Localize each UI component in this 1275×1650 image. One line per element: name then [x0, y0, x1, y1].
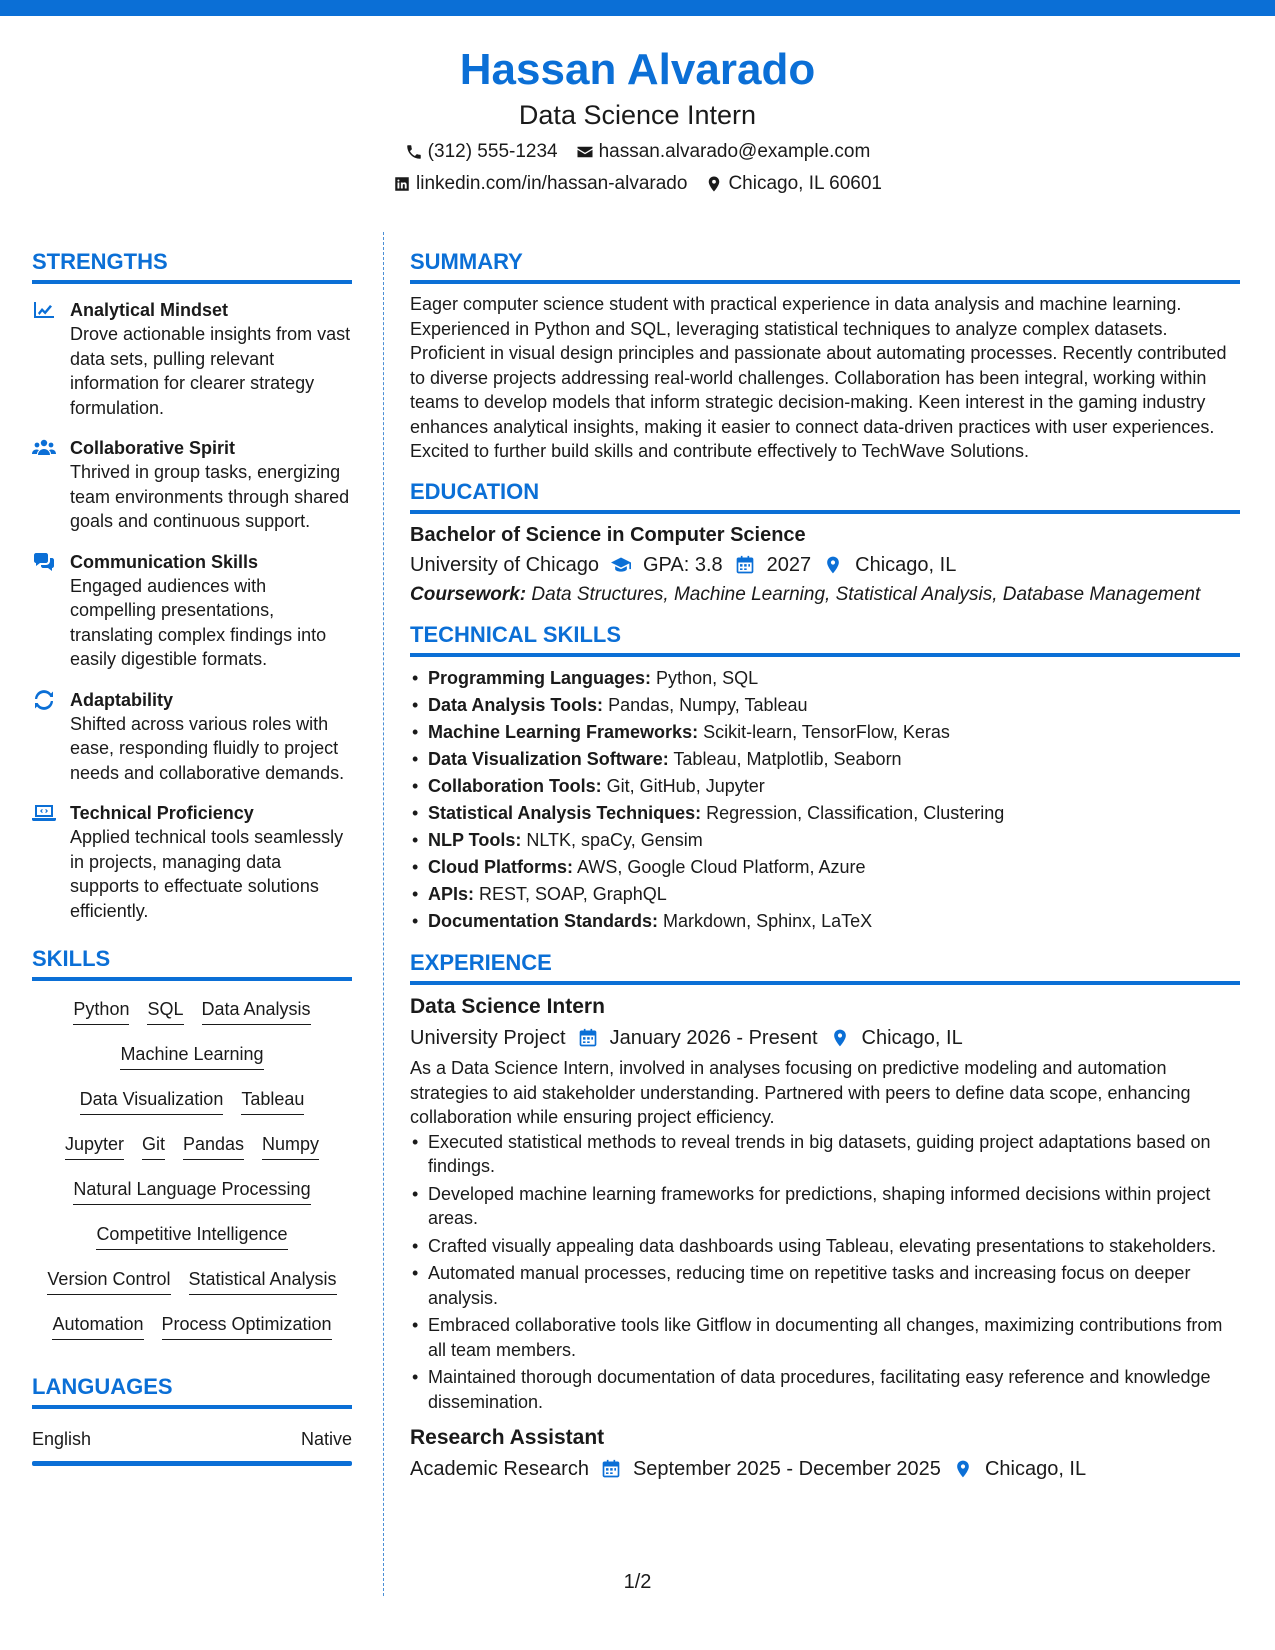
skill-tag: Competitive Intelligence: [96, 1222, 287, 1250]
technical-skill-value: AWS, Google Cloud Platform, Azure: [577, 857, 866, 877]
degree-title: Bachelor of Science in Computer Science: [410, 523, 806, 546]
technical-skill-item: [410, 746, 1240, 773]
skills-row: [32, 1175, 352, 1220]
skills-row: [32, 1085, 352, 1130]
phone-contact: [405, 140, 558, 164]
job-meta: [410, 1455, 1240, 1483]
candidate-role: Data Science Intern: [518, 100, 757, 130]
contact-row-2: [0, 172, 1275, 196]
job-bullet: • Embraced collaborative tools like Gitflow in documenting all changes, maximizing contributions from all team members.: [410, 1313, 1240, 1362]
graduation-year: 2027: [766, 553, 812, 576]
job-location: Chicago, IL: [861, 1027, 963, 1049]
candidate-name: Hassan Alvarado: [459, 45, 816, 94]
job-dates: September 2025 - December 2025: [632, 1458, 941, 1480]
technical-skill-label: NLP Tools:: [428, 830, 522, 850]
technical-skill-item: [410, 719, 1240, 746]
strength-item: [32, 688, 352, 786]
skills-row: [32, 1040, 352, 1085]
education-heading: EDUCATION: [410, 478, 1240, 514]
contact-row-1: [0, 140, 1275, 164]
skill-tag: Version Control: [47, 1267, 170, 1295]
job-dates: January 2026 - Present: [609, 1027, 818, 1049]
job-org: University Project: [410, 1027, 566, 1049]
email-contact: [576, 140, 871, 164]
strength-title: Adaptability: [70, 689, 174, 710]
job-location: Chicago, IL: [984, 1458, 1087, 1480]
sync-icon: [32, 690, 56, 710]
strength-item: [32, 436, 352, 534]
technical-skill-label: Collaboration Tools:: [428, 776, 602, 796]
skill-tag: Data Visualization: [80, 1087, 224, 1115]
language-proficiency-bar: [32, 1461, 352, 1466]
skill-tag: Git: [142, 1132, 165, 1160]
technical-skill-label: Documentation Standards:: [428, 911, 659, 931]
map-marker-icon: [830, 1028, 850, 1048]
language-name: English: [32, 1429, 92, 1449]
technical-skill-item: [410, 800, 1240, 827]
resume-header: [0, 42, 1275, 196]
language-level: Native: [300, 1429, 352, 1449]
language-item: [32, 1427, 352, 1451]
coursework-text: Data Structures, Machine Learning, Statistical Analysis, Database Management: [531, 583, 1201, 605]
calendar-icon: [735, 555, 755, 575]
skill-tag: Natural Language Processing: [73, 1177, 310, 1205]
skills-list: [32, 995, 352, 1355]
column-divider: [383, 232, 384, 1596]
technical-skill-label: Statistical Analysis Techniques:: [428, 803, 702, 823]
job-meta: [410, 1024, 1240, 1052]
skill-tag: Process Optimization: [162, 1312, 332, 1340]
technical-skill-value: Python, SQL: [656, 668, 759, 688]
envelope-icon: [576, 143, 594, 161]
summary-heading: SUMMARY: [410, 248, 1240, 284]
experience-job: [410, 1424, 1240, 1483]
technical-skills-list: [410, 665, 1240, 935]
technical-skill-label: Cloud Platforms:: [428, 857, 574, 877]
calendar-icon: [601, 1459, 621, 1479]
technical-skill-value: Scikit-learn, TensorFlow, Keras: [703, 722, 950, 742]
strength-title: Technical Proficiency: [70, 803, 254, 823]
technical-skill-value: Markdown, Sphinx, LaTeX: [663, 911, 873, 931]
skills-row: [32, 1220, 352, 1265]
strengths-heading: STRENGTHS: [32, 248, 352, 284]
strength-title: Communication Skills: [70, 551, 259, 572]
technical-skill-value: Regression, Classification, Clustering: [706, 803, 1005, 823]
skill-tag: SQL: [147, 997, 183, 1025]
strength-desc: Engaged audiences with compelling presentations, translating complex findings into easily digestible formats.: [70, 575, 327, 669]
users-icon: [32, 438, 56, 458]
skill-tag: Pandas: [183, 1132, 244, 1160]
job-bullet: • Crafted visually appealing data dashboards using Tableau, elevating presentations to stakeholders.: [410, 1234, 1240, 1259]
skill-tag: Machine Learning: [120, 1042, 263, 1070]
left-column: [32, 248, 352, 1466]
skill-tag: Automation: [52, 1312, 143, 1340]
job-bullet: • Executed statistical methods to reveal trends in big datasets, guiding project adaptations based on findings.: [410, 1130, 1240, 1179]
skill-tag: Statistical Analysis: [189, 1267, 337, 1295]
experience-heading: EXPERIENCE: [410, 949, 1240, 985]
map-marker-icon: [953, 1459, 973, 1479]
skills-row: [32, 1130, 352, 1175]
technical-skill-label: Data Analysis Tools:: [428, 695, 604, 715]
job-org: Academic Research: [410, 1458, 589, 1480]
strength-item: [32, 801, 352, 923]
right-column: [410, 248, 1240, 1483]
skill-tag: Python: [73, 997, 129, 1025]
job-bullet: • Developed machine learning frameworks for predictions, shaping informed decisions within project areas.: [410, 1182, 1240, 1231]
school-name: University of Chicago: [410, 553, 599, 576]
strength-item: [32, 550, 352, 672]
skill-tag: Jupyter: [65, 1132, 124, 1160]
languages-heading: LANGUAGES: [32, 1373, 352, 1409]
technical-skill-item: [410, 773, 1240, 800]
job-title: Research Assistant: [410, 1426, 605, 1449]
laptop-code-icon: [32, 803, 56, 823]
strength-desc: Shifted across various roles with ease, responding fluidly to project needs and collaborative demands.: [70, 713, 345, 783]
linkedin-contact: [393, 172, 687, 196]
skill-tag: Tableau: [241, 1087, 304, 1115]
education-meta: [410, 551, 1240, 579]
linkedin-text: linkedin.com/in/hassan-alvarado: [416, 173, 688, 194]
map-marker-icon: [705, 175, 723, 193]
strength-desc: Drove actionable insights from vast data sets, pulling relevant information for clearer strategy formulation.: [70, 324, 351, 418]
map-marker-icon: [823, 555, 843, 575]
chart-line-icon: [32, 300, 56, 320]
technical-skill-item: [410, 692, 1240, 719]
technical-skill-value: Pandas, Numpy, Tableau: [608, 695, 808, 715]
skill-tag: Numpy: [262, 1132, 319, 1160]
coursework: [410, 583, 1240, 608]
technical-skill-value: NLTK, spaCy, Gensim: [526, 830, 703, 850]
strength-title: Collaborative Spirit: [70, 438, 236, 458]
strength-title: Analytical Mindset: [70, 300, 229, 320]
location-text: Chicago, IL 60601: [728, 173, 882, 194]
phone-text: (312) 555-1234: [427, 141, 558, 162]
job-title: Data Science Intern: [410, 995, 605, 1018]
calendar-icon: [578, 1028, 598, 1048]
top-accent-bar: [0, 0, 1275, 16]
gpa-text: GPA: 3.8: [642, 553, 723, 576]
skills-row: [32, 995, 352, 1040]
job-bullet: • Automated manual processes, reducing time on repetitive tasks and increasing focus on deeper analysis.: [410, 1261, 1240, 1310]
technical-skill-item: [410, 665, 1240, 692]
strength-desc: Thrived in group tasks, energizing team environments through shared goals and continuous support.: [70, 462, 350, 531]
technical-skills-heading: TECHNICAL SKILLS: [410, 621, 1240, 657]
comments-icon: [32, 552, 56, 572]
job-bullet: • Maintained thorough documentation of data procedures, facilitating easy reference and knowledge dissemination.: [410, 1365, 1240, 1414]
coursework-label: Coursework:: [410, 583, 527, 605]
strengths-list: [32, 298, 352, 923]
technical-skill-label: Data Visualization Software:: [428, 749, 669, 769]
skills-row: [32, 1310, 352, 1355]
technical-skill-item: [410, 827, 1240, 854]
technical-skill-label: APIs:: [428, 884, 475, 904]
page-number: 1/2: [623, 1571, 652, 1593]
technical-skill-value: REST, SOAP, GraphQL: [479, 884, 667, 904]
skills-row: [32, 1265, 352, 1310]
email-text: hassan.alvarado@example.com: [598, 141, 871, 162]
technical-skill-label: Machine Learning Frameworks:: [428, 722, 699, 742]
strength-desc: Applied technical tools seamlessly in projects, managing data supports to effectuate solutions efficiently.: [70, 827, 344, 921]
technical-skill-label: Programming Languages:: [428, 668, 652, 688]
technical-skill-value: Tableau, Matplotlib, Seaborn: [673, 749, 902, 769]
skill-tag: Data Analysis: [202, 997, 311, 1025]
technical-skill-value: Git, GitHub, Jupyter: [606, 776, 765, 796]
location-contact: [705, 172, 882, 196]
strength-item: [32, 298, 352, 420]
linkedin-icon: [393, 175, 411, 193]
technical-skill-item: [410, 881, 1240, 908]
job-description: As a Data Science Intern, involved in analyses focusing on predictive modeling and automation strategies to aid stakeholder understanding. Partnered with peers to define data scope, enhancing collaboration while ensuring project efficiency.: [410, 1058, 1191, 1127]
job-bullets: [410, 1130, 1240, 1415]
skills-heading: SKILLS: [32, 945, 352, 981]
technical-skill-item: [410, 908, 1240, 935]
summary-text: Eager computer science student with practical experience in data analysis and machine learning. Experienced in Python and SQL, leveraging statistical techniques to analyze complex datasets. Proficient in visual design principles and passionate about automating processes. Recently contributed to diverse projects addressing real-world challenges. Collaboration has been integral, working within teams to develop models that inform strategic decision-making. Keen interest in the gaming industry enhances analytical insights, making it easier to connect data-driven practices with user experiences. Excited to further build skills and contribute effectively to TechWave Solutions.: [410, 294, 1227, 461]
technical-skill-item: [410, 854, 1240, 881]
graduation-cap-icon: [611, 555, 631, 575]
school-location: Chicago, IL: [855, 553, 957, 576]
experience-job: [410, 993, 1240, 1414]
phone-icon: [405, 143, 423, 161]
